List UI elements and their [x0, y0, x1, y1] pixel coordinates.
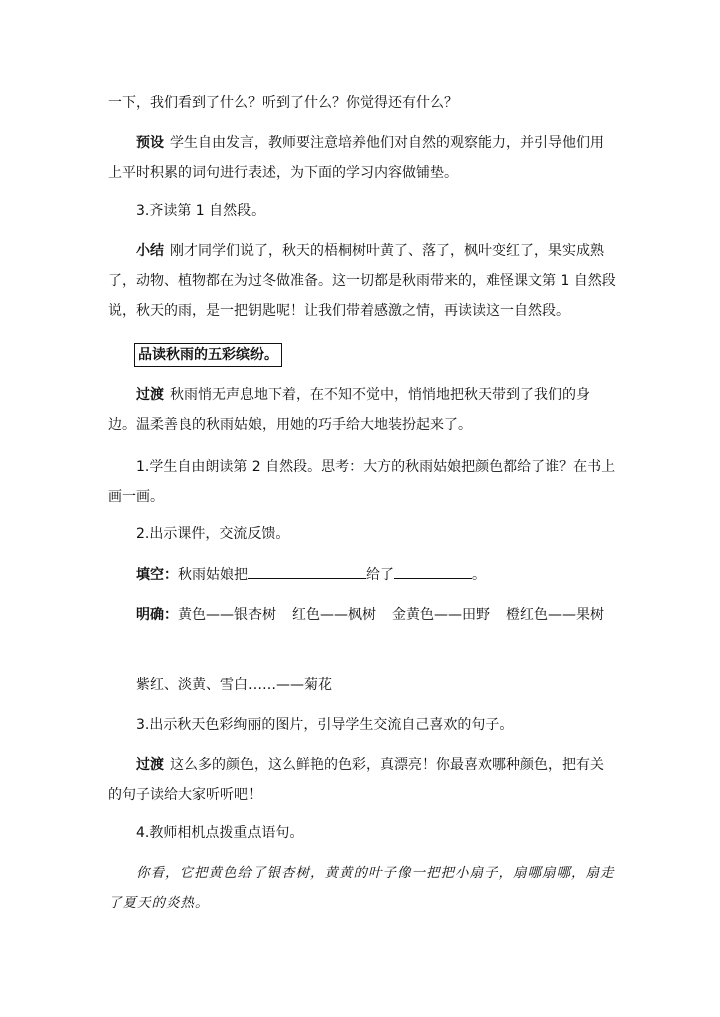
paragraph-read-aloud — [108, 196, 616, 226]
paragraph-clarify — [108, 600, 616, 630]
fill-text-end: 。 — [472, 567, 486, 583]
lead-label-clarify: 明确： — [136, 607, 178, 623]
section-title-box: 品读秋雨的五彩缤纷。 — [134, 343, 282, 367]
paragraph-preset — [108, 128, 616, 188]
fill-blank-line-1 — [248, 562, 366, 579]
paragraph-step-3 — [108, 710, 616, 740]
paragraph-chrysanthemum — [108, 670, 616, 700]
paragraph-step-2 — [108, 519, 616, 549]
paragraph-text: 这么多的颜色，这么鲜艳的色彩，真漂亮！你最喜欢哪种颜色，把有关的句子读给大家听听吧！ — [108, 757, 604, 803]
paragraph-text: 4.教师相机点拨重点语句。 — [136, 825, 304, 841]
fill-text-part2: 给了 — [366, 567, 394, 583]
paragraph-text: 刚才同学们说了，秋天的梧桐树叶黄了、落了，枫叶变红了，果实成熟了，动物、植物都在为过冬做准备。这一切都是秋雨带来的，难怪课文第 1 自然段说，秋天的雨，是一把钥匙呢！让我们带着感激之情，再读读这一自然段。 — [108, 243, 616, 319]
paragraph-text: 3.出示秋天色彩绚丽的图片，引导学生交流自己喜欢的句子。 — [136, 717, 514, 733]
clarify-item: 金黄色——田野 — [392, 607, 490, 623]
paragraph-text: 秋雨悄无声息地下着，在不知不觉中，悄悄地把秋天带到了我们的身边。温柔善良的秋雨姑娘，用她的巧手给大地装扮起来了。 — [108, 387, 590, 433]
lead-label-summary: 小结 — [136, 243, 164, 259]
lead-label-transition: 过渡 — [136, 387, 164, 403]
lead-label-fill: 填空： — [136, 567, 178, 583]
paragraph-text: 3.齐读第 1 自然段。 — [136, 203, 266, 219]
quoted-text: 你看，它把黄色给了银杏树，黄黄的叶子像一把把小扇子，扇哪扇哪，扇走了夏天的炎热。 — [108, 865, 615, 911]
paragraph-transition-2 — [108, 750, 616, 810]
fill-blank-line-2 — [394, 562, 472, 579]
clarify-item: 红色——枫树 — [292, 607, 376, 623]
paragraph-transition-1 — [108, 380, 616, 440]
clarify-item: 黄色——银杏树 — [178, 607, 276, 623]
lead-label-transition: 过渡 — [136, 757, 164, 773]
paragraph-intro-questions — [108, 88, 616, 118]
paragraph-text: 一下，我们看到了什么？听到了什么？你觉得还有什么？ — [108, 95, 458, 111]
paragraph-summary — [108, 236, 616, 326]
paragraph-text: 紫红、淡黄、雪白……——菊花 — [136, 677, 332, 693]
lead-label-preset: 预设 — [136, 135, 164, 151]
paragraph-text: 2.出示课件，交流反馈。 — [136, 526, 290, 542]
paragraph-fill-blank — [108, 560, 616, 590]
paragraph-step-4 — [108, 818, 616, 848]
clarify-item: 橙红色——果树 — [506, 607, 604, 623]
paragraph-quote — [108, 858, 616, 918]
paragraph-step-1 — [108, 452, 616, 512]
fill-text-part1: 秋雨姑娘把 — [178, 567, 248, 583]
paragraph-text: 1.学生自由朗读第 2 自然段。思考：大方的秋雨姑娘把颜色都给了谁？在书上画一画。 — [108, 459, 616, 505]
paragraph-text: 学生自由发言，教师要注意培养他们对自然的观察能力，并引导他们用上平时积累的词句进行表述，为下面的学习内容做铺垫。 — [108, 135, 604, 181]
